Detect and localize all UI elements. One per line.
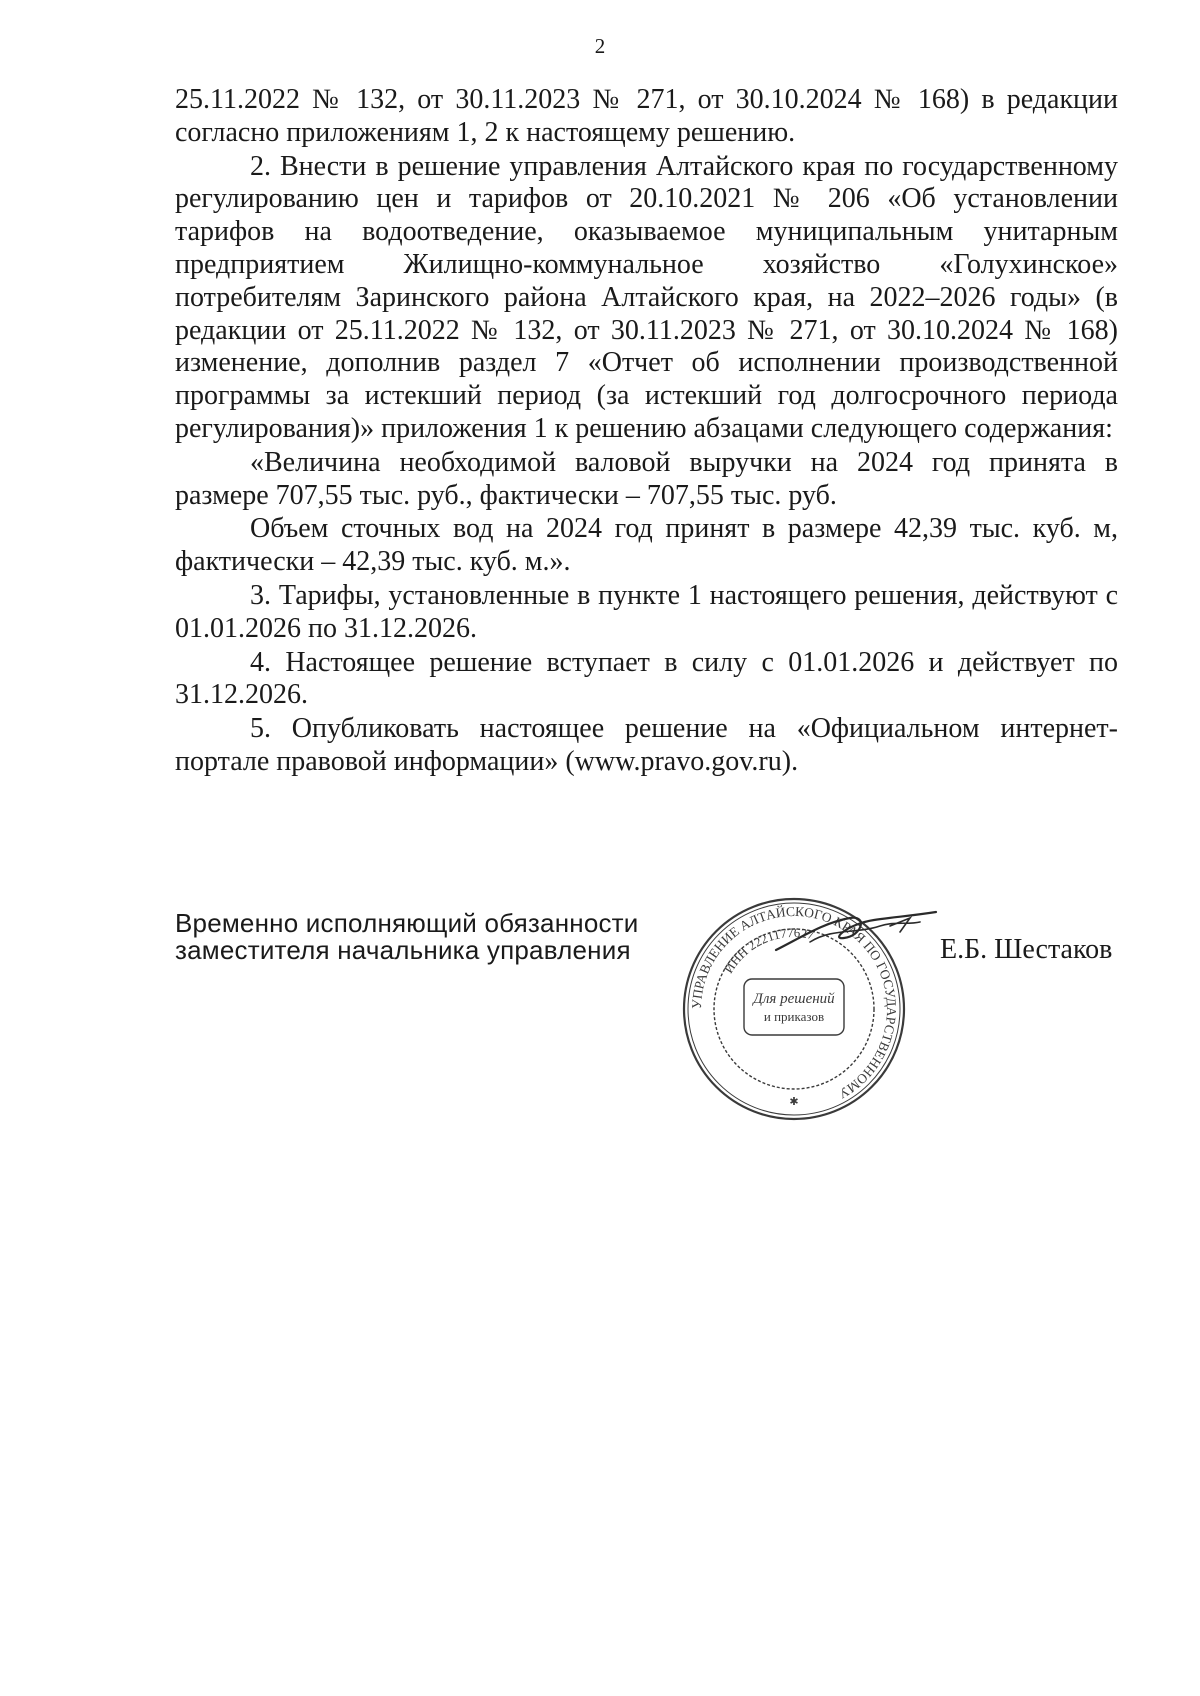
paragraph-wastewater-volume: Объем сточных вод на 2024 год принят в размере 42,39 тыс. куб. м, фактически – 42,39 тыс. куб. м.».	[175, 513, 1118, 578]
stamp-center-line-2: и приказов	[763, 1009, 825, 1024]
signatory-position-line-1: Временно исполняющий обязанности	[175, 908, 639, 938]
signatory-position-line-2: заместителя начальника управления	[175, 935, 631, 965]
signatory-name: Е.Б. Шестаков	[940, 934, 1113, 965]
stamp-outer-text: УПРАВЛЕНИЕ АЛТАЙСКОГО КРАЯ ПО ГОСУДАРСТВЕННОМУ	[688, 903, 900, 1102]
document-body	[175, 84, 1118, 779]
paragraph-continuation: 25.11.2022 № 132, от 30.11.2023 № 271, от 30.10.2024 № 168) в редакции согласно приложениям 1, 2 к настоящему решению.	[175, 84, 1118, 148]
paragraph-item-5: 5. Опубликовать настоящее решение на «Официальном интернет-портале правовой информации» (www.pravo.gov.ru).	[175, 713, 1118, 777]
handwritten-signature	[770, 898, 940, 968]
stamp-center-line-1: Для решений	[753, 991, 835, 1007]
paragraph-item-3: 3. Тарифы, установленные в пункте 1 настоящего решения, действуют с 01.01.2026 по 31.12.2026.	[175, 579, 1118, 644]
stamp-inn-text: ИНН 2221177627	[720, 924, 816, 976]
page-number: 2	[594, 34, 606, 58]
stamp-center-frame	[744, 979, 844, 1035]
signatory-position	[175, 910, 645, 964]
paragraph-revenue-quote: «Величина необходимой валовой выручки на 2024 год принята в размере 707,55 тыс. руб., фактически – 707,55 тыс. руб.	[175, 446, 1118, 511]
paragraph-item-4: 4. Настоящее решение вступает в силу с 01.01.2026 и действует по 31.12.2026.	[175, 646, 1118, 711]
stamp-star-icon: ✱	[789, 1095, 799, 1108]
paragraph-item-2: 2. Внести в решение управления Алтайского края по государственному регулированию цен и тарифов от 20.10.2021 № 206 «Об установлении тарифов на водоотведение, оказываемое муниципальным унитарным предприятием Жилищно-коммунальное хозяйство «Голухинское» потребителям Заринского района Алтайского края, на 2022–2026 годы» (в редакции от 25.11.2022 № 132, от 30.11.2023 № 271, от 30.10.2024 № 168) изменение, дополнив раздел 7 «Отчет об исполнении производственной программы за истекший период (за истекший год долгосрочного периода регулирования)» приложения 1 к решению абзацами следующего содержания:	[175, 150, 1118, 444]
